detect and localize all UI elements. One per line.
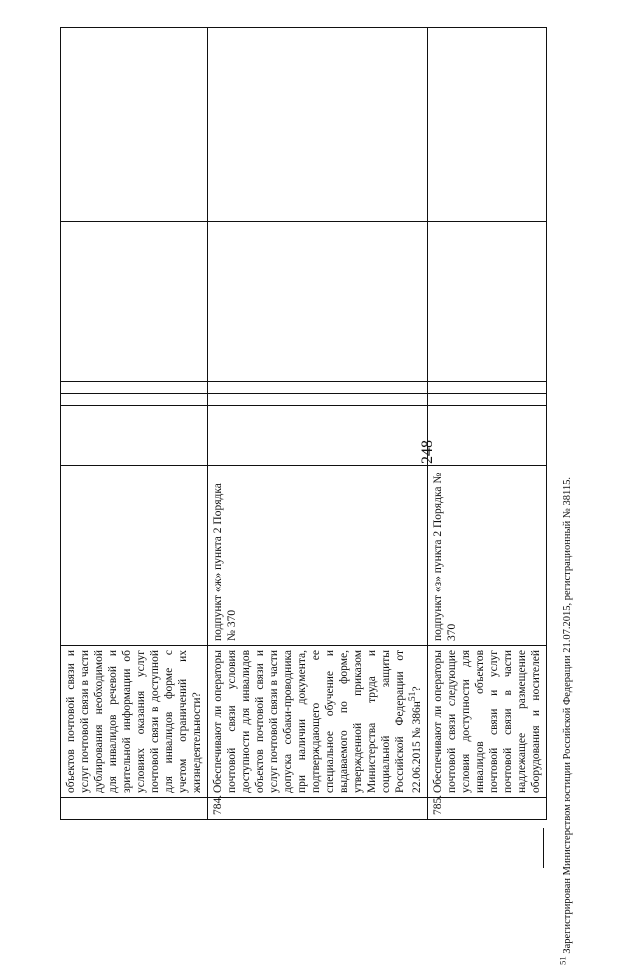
basis-cell: подпункт «з» пункта 2 Порядка № 370 xyxy=(428,466,547,646)
footnote-text: Зарегистрирован Министерством юстиции Российской Федерации 21.07.2015, регистрационный № 38115. xyxy=(561,477,573,954)
question-cell xyxy=(208,646,428,798)
empty-cell xyxy=(428,222,547,382)
empty-cell xyxy=(61,382,208,394)
footnote-reference: 51 xyxy=(407,691,419,702)
page-number: 248 xyxy=(419,440,436,464)
empty-cell xyxy=(428,28,547,222)
empty-cell xyxy=(208,394,428,406)
empty-cell xyxy=(208,382,428,394)
footnote xyxy=(557,445,573,965)
row-number: 784. xyxy=(208,798,428,820)
footnote-separator xyxy=(543,828,544,868)
basis-cell: подпункт «ж» пункта 2 Порядка № 370 xyxy=(208,466,428,646)
empty-cell xyxy=(208,28,428,222)
empty-cell xyxy=(61,28,208,222)
empty-cell xyxy=(428,394,547,406)
footnote-marker: 51 xyxy=(557,956,568,965)
empty-cell xyxy=(61,406,208,466)
requirements-table xyxy=(60,27,547,820)
empty-cell xyxy=(428,382,547,394)
table-row xyxy=(61,28,208,820)
row-number xyxy=(61,798,208,820)
basis-cell xyxy=(61,466,208,646)
question-text: Обеспечивают ли операторы почтовой связи условия доступности для инвалидов объектов почтовой связи и услуг почтовой связи в части допуска собаки-проводника при наличии документа, подтверждающего ее специальное обучение и выдаваемого по форме, утвержденной приказом Министерства труда и социальной защиты Российской Федерации от 22.06.2015 № 386н xyxy=(212,650,424,793)
question-cell: Обеспечивают ли операторы почтовой связи следующие условия доступности для инвалидов объектов почтовой связи и услуг почтовой связи в части надлежащее размещение оборудования и носителей xyxy=(428,646,547,798)
empty-cell xyxy=(208,406,428,466)
question-cell: объектов почтовой связи и услуг почтовой связи в части дублирования необходимой для инвалидов речевой и зрительной информации об условиях оказания услуг почтовой связи в доступной для инвалидов форме с учетом ограничений их жизнедеятельности? xyxy=(61,646,208,798)
table-row xyxy=(208,28,428,820)
empty-cell xyxy=(428,406,547,466)
empty-cell xyxy=(208,222,428,382)
empty-cell xyxy=(61,222,208,382)
question-end: ? xyxy=(411,686,424,692)
table-row xyxy=(428,28,547,820)
empty-cell xyxy=(61,394,208,406)
row-number: 785. xyxy=(428,798,547,820)
